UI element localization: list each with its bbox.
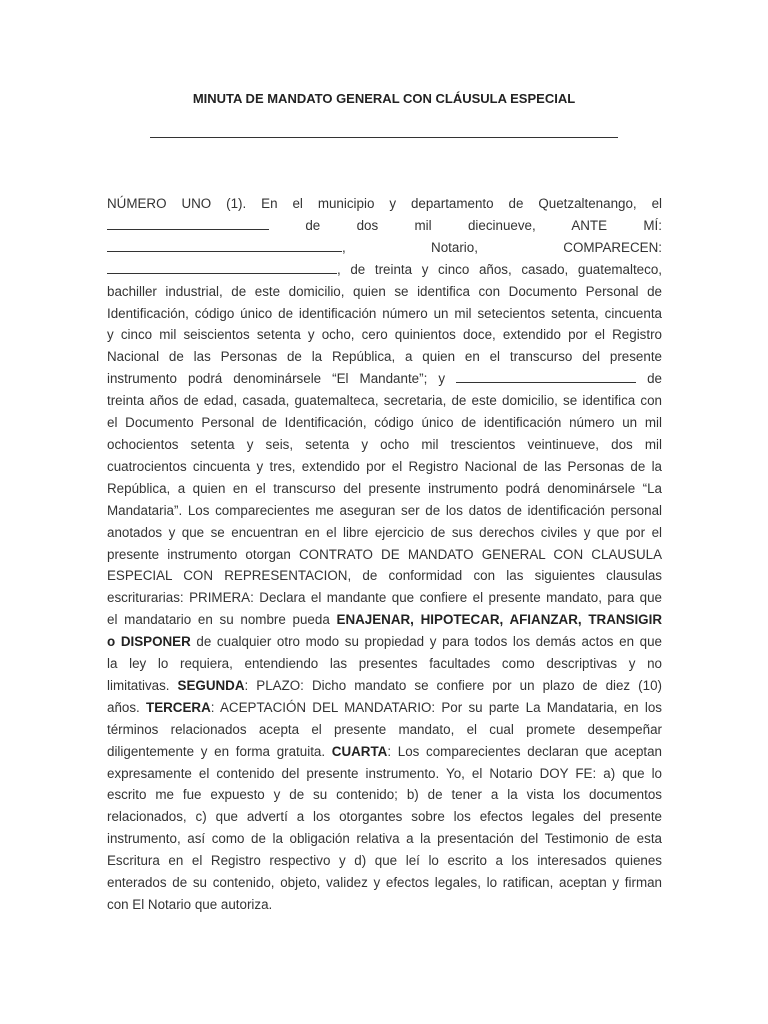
- body-line: , Notario, COMPARECEN:: [107, 237, 662, 259]
- body-line: instrumento, así como de la obligación relativa a la presentación del Testimonio de esta: [107, 831, 662, 847]
- body-line: relacionados, c) que advertí a los otorgantes sobre los efectos legales del presente: [107, 809, 662, 825]
- clause-heading: TERCERA: [146, 699, 211, 715]
- title-underline: [150, 137, 618, 138]
- blank-notary-name-field: [107, 239, 342, 252]
- body-line: el Documento Personal de Identificación, código único de identificación número un mil: [107, 415, 662, 431]
- body-line: escrito me fue expuesto y de su contenido; b) de tener a la vista los documentos: [107, 787, 662, 803]
- body-line: escriturarias: PRIMERA: Declara el mandante que confiere el presente mandato, para que: [107, 590, 662, 606]
- blank-date-field: [107, 217, 269, 230]
- body-line: cuatrocientos cincuenta y tres, extendido por el Registro Nacional de las Personas de la: [107, 458, 662, 474]
- body-line: NÚMERO UNO (1). En el municipio y departamento de Quetzaltenango, el: [107, 196, 662, 211]
- body-line: ochocientos setenta y seis, setenta y ocho mil trescientos veintinueve, dos mil: [107, 436, 662, 452]
- body-line: limitativas. SEGUNDA: PLAZO: Dicho mandato se confiere por un plazo de diez (10): [107, 677, 662, 693]
- body-line: términos relacionados acepta el presente mandato, el cual promete desempeñar: [107, 721, 662, 737]
- body-line: el mandatario en su nombre pueda ENAJENAR, HIPOTECAR, AFIANZAR, TRANSIGIR: [107, 612, 662, 628]
- blank-mandante-name-field: [107, 261, 337, 274]
- body-line: enterados de su contenido, objeto, validez y efectos legales, lo ratifican, aceptan y firman: [107, 875, 662, 891]
- body-line: treinta años de edad, casada, guatemalteca, secretaria, de este domicilio, se identifica con: [107, 393, 662, 409]
- body-line: República, a quien en el transcurso del presente instrumento podrá denominársele “La: [107, 480, 662, 496]
- body-line: instrumento podrá denominársele “El Mandante”; y de: [107, 371, 662, 387]
- body-line: anotados y que se encuentran en el libre ejercicio de sus derechos civiles y que por el: [107, 524, 662, 540]
- document-title: MINUTA DE MANDATO GENERAL CON CLÁUSULA ESPECIAL: [192, 91, 576, 106]
- body-line: ESPECIAL CON REPRESENTACION, de conformidad con las siguientes clausulas: [107, 568, 662, 584]
- body-line: y cinco mil seiscientos setenta y ocho, cero quinientos doce, extendido por el Registro: [107, 327, 662, 343]
- body-line: Escritura en el Registro respectivo y d) que leí lo escrito a los interesados quienes: [107, 853, 662, 869]
- body-line: expresamente el contenido del presente instrumento. Yo, el Notario DOY FE: a) que lo: [107, 765, 662, 781]
- body-line: de dos mil diecinueve, ANTE MÍ:: [107, 215, 662, 237]
- clause-heading: SEGUNDA: [177, 677, 245, 693]
- body-line: o DISPONER de cualquier otro modo su propiedad y para todos los demás actos en que: [107, 634, 662, 650]
- body-line: Mandataria”. Los comparecientes me aseguran ser de los datos de identificación personal: [107, 502, 662, 518]
- body-line: la ley lo requiera, entendiendo las presentes facultades como descriptivas y no: [107, 656, 662, 672]
- body-line: con El Notario que autoriza.: [107, 897, 273, 912]
- bold-text: ENAJENAR, HIPOTECAR, AFIANZAR, TRANSIGIR: [336, 612, 662, 628]
- body-line: años. TERCERA: ACEPTACIÓN DEL MANDATARIO: Por su parte La Mandataria, en los: [107, 699, 662, 715]
- body-line: , de treinta y cinco años, casado, guatemalteco,: [107, 259, 662, 281]
- bold-text: o DISPONER: [107, 634, 191, 650]
- clause-heading: CUARTA: [331, 743, 388, 759]
- body-line: diligentemente y en forma gratuita. CUARTA: Los comparecientes declaran que aceptan: [107, 743, 662, 759]
- blank-mandataria-name-field: [456, 370, 636, 383]
- body-line: Nacional de las Personas de la República, a quien en el transcurso del presente: [107, 349, 662, 365]
- body-line: presente instrumento otorgan CONTRATO DE MANDATO GENERAL CON CLAUSULA: [107, 546, 662, 562]
- document-body: [107, 193, 662, 916]
- body-line: bachiller industrial, de este domicilio, quien se identifica con Documento Personal de: [107, 283, 662, 299]
- body-line: Identificación, código único de identificación número un mil setecientos setenta, cincuenta: [107, 305, 662, 321]
